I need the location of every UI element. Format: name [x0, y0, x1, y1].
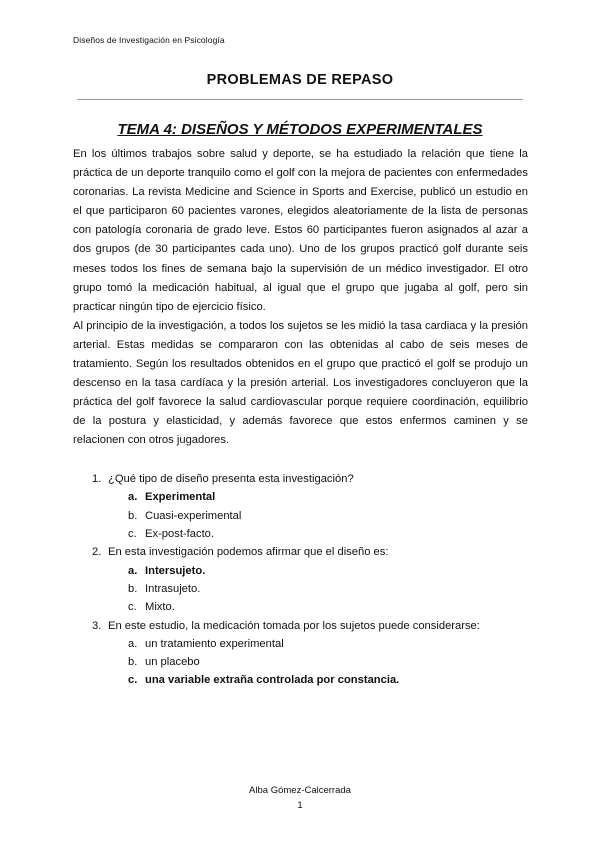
option-text: un placebo	[145, 656, 200, 669]
answer-option	[73, 580, 528, 598]
question	[73, 616, 528, 634]
answer-option	[73, 488, 528, 506]
footer-author: Alba Gómez-Calcerrada	[249, 785, 351, 796]
question	[73, 470, 528, 488]
question-text: En este estudio, la medicación tomada por los sujetos puede considerarse:	[108, 619, 480, 632]
paragraph: Al principio de la investigación, a todos los sujetos se les midió la tasa cardiaca y la presión arterial. Estas medidas se compararon con las obtenidas al cabo de seis meses de tratamiento. Según los resultados obtenidos en el grupo que practicó el golf se produjo un descenso en la tasa cardíaca y la presión arterial. Los investigadores concluyeron que la práctica del golf favorece la salud cardiovascular porque requiere coordinación, equilibrio de la postura y elasticidad, y además favorece que estos enfermos caminen y se relacionen con otros jugadores.	[73, 319, 528, 447]
option-letter: a.	[128, 491, 138, 504]
question-number: 3.	[92, 619, 102, 632]
answer-option	[73, 525, 528, 543]
running-header: Diseños de Investigación en Psicología	[73, 35, 225, 45]
option-text: Intersujeto.	[145, 564, 206, 577]
option-text: Experimental	[145, 491, 216, 504]
answer-option	[73, 653, 528, 671]
section-subtitle: TEMA 4: DISEÑOS Y MÉTODOS EXPERIMENTALES	[117, 121, 483, 138]
page-number: 1	[297, 800, 303, 811]
question-list	[73, 470, 528, 690]
question-text: ¿Qué tipo de diseño presenta esta investigación?	[108, 473, 354, 486]
question-block	[73, 616, 528, 689]
option-letter: a.	[128, 637, 138, 650]
answer-option	[73, 671, 528, 689]
question-block	[73, 470, 528, 543]
answer-option	[73, 598, 528, 616]
option-text: un tratamiento experimental	[145, 637, 284, 650]
option-text: Ex-post-facto.	[145, 528, 215, 541]
option-letter: b.	[128, 656, 138, 669]
option-text: una variable extraña controlada por constancia.	[145, 674, 400, 687]
option-letter: a.	[128, 564, 138, 577]
question-number: 2.	[92, 546, 102, 559]
option-letter: b.	[128, 509, 138, 522]
option-text: Mixto.	[145, 601, 175, 614]
option-letter: c.	[128, 601, 137, 614]
option-text: Intrasujeto.	[145, 582, 201, 595]
option-letter: c.	[128, 528, 137, 541]
question	[73, 543, 528, 561]
question-text: En esta investigación podemos afirmar que el diseño es:	[108, 546, 389, 559]
problem-statement	[73, 145, 528, 451]
option-letter: c.	[128, 674, 138, 687]
question-number: 1.	[92, 473, 102, 486]
paragraph: En los últimos trabajos sobre salud y deporte, se ha estudiado la relación que tiene la práctica de un deporte tranquilo como el golf con la mejora de pacientes con enfermedades coronarias. La revista Medicine and Science in Sports and Exercise, publicó un estudio en el que participaron 60 pacientes varones, elegidos aleatoriamente de la lista de personas con patología coronaria de grado leve. Estos 60 participantes fueron asignados al azar a dos grupos (de 30 participantes cada uno). Uno de los grupos practicó golf durante seis meses todos los fines de semana bajo la supervisión de un médico investigador. El otro grupo tomó la medicación habitual, al igual que el grupo que jugaba al golf, pero sin practicar ningún tipo de ejercicio físico.	[73, 148, 528, 313]
title-divider	[77, 99, 523, 100]
answer-option	[73, 507, 528, 525]
option-text: Cuasi-experimental	[145, 509, 242, 522]
option-letter: b.	[128, 582, 138, 595]
answer-option	[73, 635, 528, 653]
answer-option	[73, 561, 528, 579]
page-title: PROBLEMAS DE REPASO	[206, 72, 394, 88]
question-block	[73, 543, 528, 616]
